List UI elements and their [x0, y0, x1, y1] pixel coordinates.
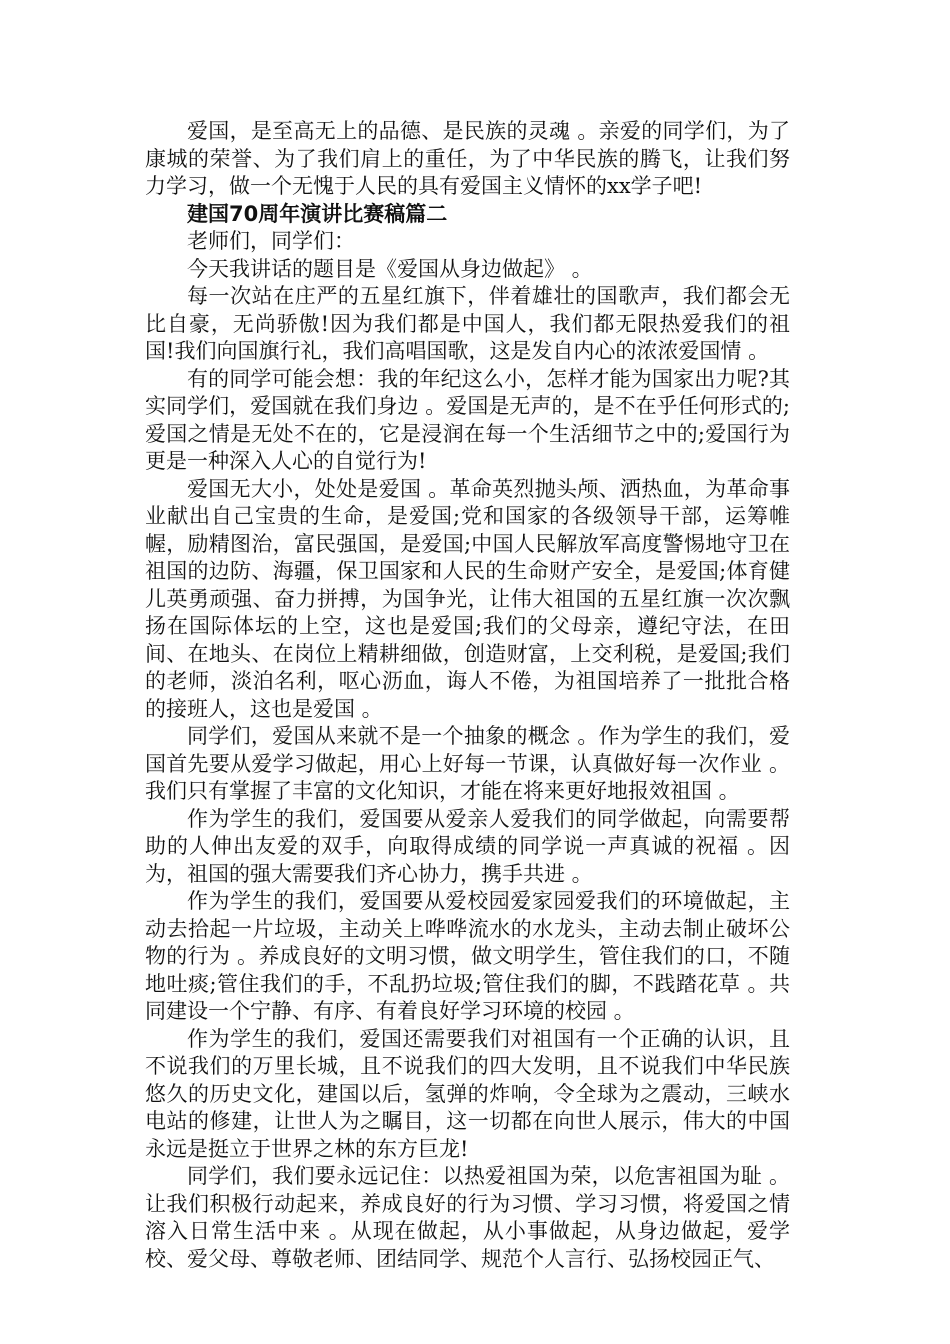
- paragraph: 每一次站在庄严的五星红旗下，伴着雄壮的国歌声，我们都会无比自豪，无尚骄傲!因为我们都是中国人，我们都无限热爱我们的祖国!我们向国旗行礼，我们高唱国歌，这是发自内心的浓浓爱国情 。: [145, 284, 790, 363]
- document-body: [145, 118, 790, 1273]
- section-heading: 建国70周年演讲比赛稿篇二: [187, 201, 448, 226]
- paragraph: 作为学生的我们，爱国要从爱亲人爱我们的同学做起，向需要帮助的人伸出友爱的双手，向取得成绩的同学说一声真诚的祝福 。因为，祖国的强大需要我们齐心协力，携手共进 。: [145, 806, 790, 886]
- paragraph: 有的同学可能会想：我的年纪这么小，怎样才能为国家出力呢?其实同学们，爱国就在我们身边 。爱国是无声的，是不在乎任何形式的;爱国之情是无处不在的，它是浸润在每一个生活细节之中的;爱国行为更是一种深入人心的自觉行为!: [145, 366, 790, 473]
- paragraph-greeting: 老师们，同学们：: [187, 229, 355, 253]
- paragraph-topic: 今天我讲话的题目是《爱国从身边做起》 。: [187, 256, 593, 281]
- paragraph-intro: 爱国，是至高无上的品德、是民族的灵魂 。亲爱的同学们，为了康城的荣誉、为了我们肩上的重任，为了中华民族的腾飞，让我们努力学习，做一个无愧于人民的具有爱国主义情怀的xx学子吧!: [145, 119, 790, 198]
- paragraph: 爱国无大小，处处是爱国 。革命英烈抛头颅、洒热血，为革命事业献出自己宝贵的生命，是爱国;党和国家的各级领导干部，运筹帷幄，励精图治，富民强国，是爱国;中国人民解放军高度警惕地守卫在祖国的边防、海疆，保卫国家和人民的生命财产安全，是爱国;体育健儿英勇顽强、奋力拼搏，为国争光，让伟大祖国的五星红旗一次次飘扬在国际体坛的上空，这也是爱国;我们的父母亲，遵纪守法，在田间、在地头、在岗位上精耕细做，创造财富，上交利税，是爱国;我们的老师，淡泊名利，呕心沥血，诲人不倦，为祖国培养了一批批合格的接班人，这也是爱国 。: [145, 476, 790, 721]
- paragraph: 作为学生的我们，爱国还需要我们对祖国有一个正确的认识，且不说我们的万里长城，且不说我们的四大发明，且不说我们中华民族悠久的历史文化，建国以后，氢弹的炸响，令全球为之震动，三峡水电站的修建，让世人为之瞩目，这一切都在向世人展示，伟大的中国永远是挺立于世界之林的东方巨龙!: [145, 1026, 790, 1161]
- paragraph: 同学们，我们要永远记住：以热爱祖国为荣，以危害祖国为耻 。让我们积极行动起来，养成良好的行为习惯、学习习惯，将爱国之情溶入日常生活中来 。从现在做起，从小事做起，从身边做起，爱学校、爱父母、尊敬老师、团结同学、规范个人言行、弘扬校园正气、: [145, 1164, 790, 1271]
- paragraph: 同学们，爱国从来就不是一个抽象的概念 。作为学生的我们，爱国首先要从爱学习做起，用心上好每一节课，认真做好每一次作业 。我们只有掌握了丰富的文化知识，才能在将来更好地报效祖国 。: [145, 724, 790, 803]
- paragraph: 作为学生的我们，爱国要从爱校园爱家园爱我们的环境做起，主动去拾起一片垃圾，主动关上哗哗流水的水龙头，主动去制止破坏公物的行为 。养成良好的文明习惯，做文明学生，管住我们的口，不随地吐痰;管住我们的手，不乱扔垃圾;管住我们的脚，不践踏花草 。共同建设一个宁静、有序、有着良好学习环境的校园 。: [145, 889, 790, 1023]
